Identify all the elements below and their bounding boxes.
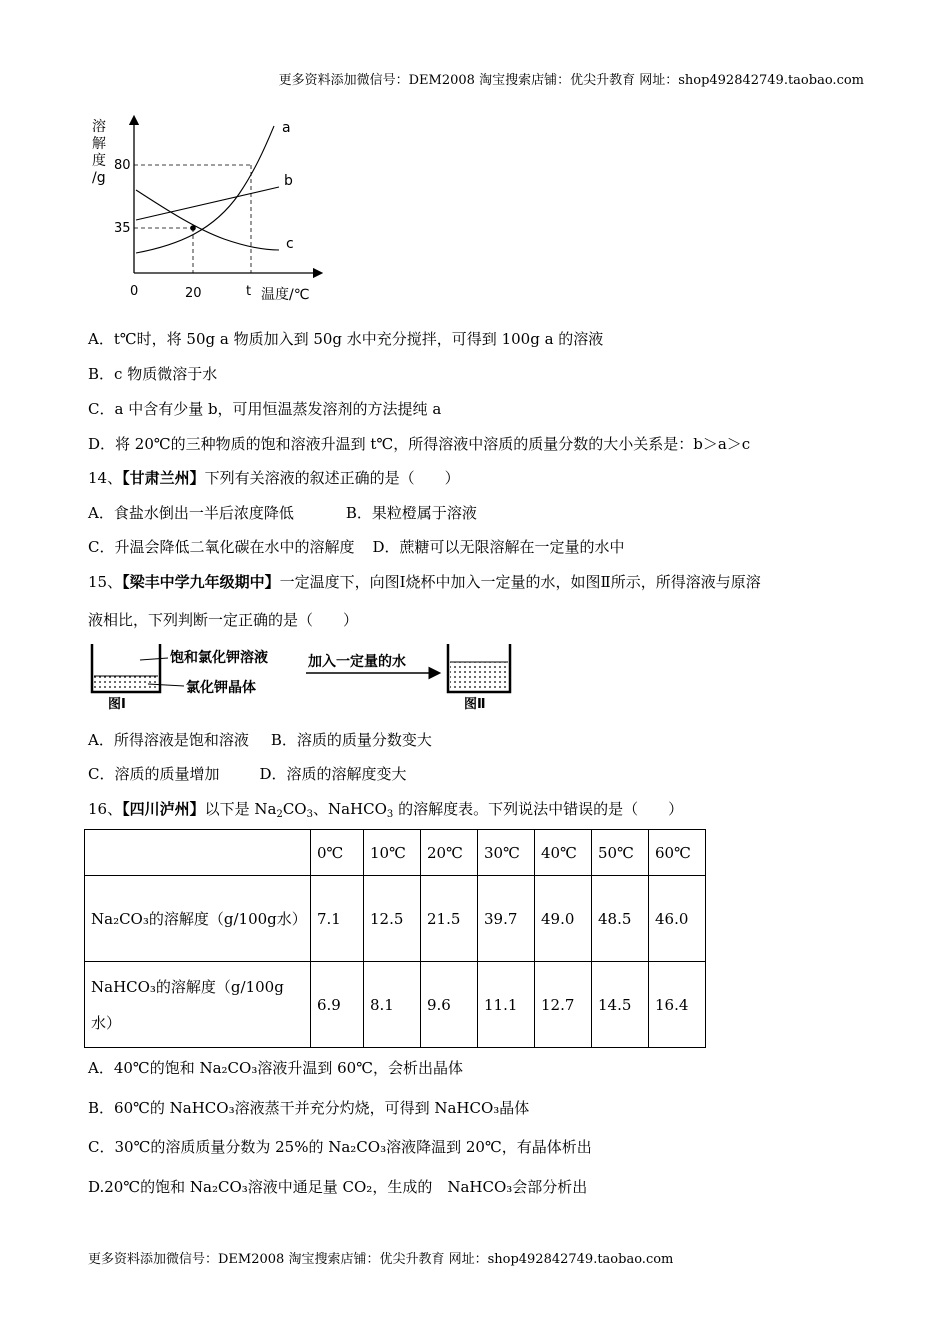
q15-option-b: B．溶质的质量分数变大 xyxy=(270,731,432,749)
table-header-cell: 20℃ xyxy=(421,830,478,876)
q16-option-c: C．30℃的溶质质量分数为 25%的 Na₂CO₃溶液降温到 20℃，有晶体析出 xyxy=(88,1138,592,1156)
q15-source: 【梁丰中学九年级期中】 xyxy=(122,573,280,591)
table-header-cell: 30℃ xyxy=(478,830,535,876)
ylabel-1: 溶 xyxy=(92,119,106,135)
table-header-cell: 0℃ xyxy=(311,830,364,876)
q15-stem-line1 xyxy=(88,571,761,592)
label-crystal: 氯化钾晶体 xyxy=(186,680,256,696)
q15-question-1: 一定温度下，向图Ⅰ烧杯中加入一定量的水，如图Ⅱ所示，所得溶液与原溶 xyxy=(279,573,761,591)
q13-option-b: B．c 物质微溶于水 xyxy=(88,365,218,383)
q14-option-b: B．果粒橙属于溶液 xyxy=(345,504,477,522)
table-cell: 39.7 xyxy=(478,876,535,962)
table-corner-cell xyxy=(85,830,311,876)
curve-a-label: a xyxy=(282,120,291,136)
q14-source: 【甘肃兰州】 xyxy=(122,469,205,487)
q13-option-d: D．将 20℃的三种物质的饱和溶液升温到 t℃，所得溶液中溶质的质量分数的大小关系是：b＞a＞c xyxy=(88,435,751,453)
solubility-chart xyxy=(84,112,334,308)
x-axis-label: 温度/℃ xyxy=(261,287,310,303)
q15-options-row1 xyxy=(88,729,432,750)
table-cell: 16.4 xyxy=(649,962,706,1048)
q14-option-d: D．蔗糖可以无限溶解在一定量的水中 xyxy=(372,538,625,556)
q14-option-c: C．升温会降低二氧化碳在水中的溶解度 xyxy=(88,538,355,556)
curve-c xyxy=(136,190,279,250)
table-cell: 6.9 xyxy=(311,962,364,1048)
table-cell: 11.1 xyxy=(478,962,535,1048)
tick-origin: 0 xyxy=(130,284,139,299)
q15-stem-line2: 液相比，下列判断一定正确的是（ ） xyxy=(88,611,359,629)
q15-option-c: C．溶质的质量增加 xyxy=(88,765,220,783)
curve-a xyxy=(136,126,274,253)
tick-35: 35 xyxy=(114,221,131,236)
q14-options-row2 xyxy=(88,536,625,557)
table-cell: 12.7 xyxy=(535,962,592,1048)
q16-option-b: B．60℃的 NaHCO₃溶液蒸干并充分灼烧，可得到 NaHCO₃晶体 xyxy=(88,1099,530,1117)
q15-option-d: D．溶质的溶解度变大 xyxy=(259,765,407,783)
table-header-cell: 60℃ xyxy=(649,830,706,876)
q16-question-post: 的溶解度表。下列说法中错误的是（ ） xyxy=(398,800,684,818)
table-cell: 48.5 xyxy=(592,876,649,962)
row-label-na2co3: Na₂CO₃的溶解度（g/100g水） xyxy=(85,876,311,962)
table-header-cell: 50℃ xyxy=(592,830,649,876)
table-header-cell: 40℃ xyxy=(535,830,592,876)
page-footer: 更多资料添加微信号：DEM2008 淘宝搜索店铺：优尖升教育 网址：shop492842749.taobao.com xyxy=(88,1252,674,1267)
q16-option-d: D.20℃的饱和 Na₂CO₃溶液中通足量 CO₂，生成的 NaHCO₃会部分析出 xyxy=(88,1178,588,1196)
q15-option-a: A．所得溶液是饱和溶液 xyxy=(88,731,249,749)
q14-number: 14、 xyxy=(88,469,123,487)
table-cell: 14.5 xyxy=(592,962,649,1048)
tick-t: t xyxy=(246,284,252,299)
q16-question-pre: 以下是 Na xyxy=(204,800,277,818)
row-label-nahco3: NaHCO₃的溶解度（g/100g水） xyxy=(85,962,311,1048)
q14-question: 下列有关溶液的叙述正确的是（ ） xyxy=(204,469,460,487)
tick-20: 20 xyxy=(185,286,202,301)
page-header: 更多资料添加微信号：DEM2008 淘宝搜索店铺：优尖升教育 网址：shop492842749.taobao.com xyxy=(278,73,864,88)
table-cell: 49.0 xyxy=(535,876,592,962)
ylabel-3: 度 xyxy=(92,153,106,169)
table-cell: 21.5 xyxy=(421,876,478,962)
q16-option-a: A．40℃的饱和 Na₂CO₃溶液升温到 60℃，会析出晶体 xyxy=(88,1059,463,1077)
table-header-cell: 10℃ xyxy=(364,830,421,876)
beaker-2-solution xyxy=(450,662,508,690)
beaker-figure xyxy=(88,640,523,710)
solubility-table xyxy=(84,829,706,1048)
table-cell: 7.1 xyxy=(311,876,364,962)
curve-c-label: c xyxy=(286,236,294,252)
table-row xyxy=(85,876,706,962)
figure-1-label: 图Ⅰ xyxy=(108,697,126,710)
figure-2-label: 图Ⅱ xyxy=(464,697,486,710)
q16-source: 【四川泸州】 xyxy=(122,800,205,818)
table-cell: 46.0 xyxy=(649,876,706,962)
q15-number: 15、 xyxy=(88,573,123,591)
q16-question-mid: 、NaHCO xyxy=(312,800,387,818)
tick-80: 80 xyxy=(114,158,131,173)
table-row xyxy=(85,962,706,1048)
intersection-point xyxy=(190,225,196,231)
q13-option-c: C．a 中含有少量 b，可用恒温蒸发溶剂的方法提纯 a xyxy=(88,400,442,418)
curve-b-label: b xyxy=(284,173,293,189)
label-add-water: 加入一定量的水 xyxy=(308,654,406,670)
table-header-row xyxy=(85,830,706,876)
table-cell: 9.6 xyxy=(421,962,478,1048)
beaker-1-crystal xyxy=(94,676,158,690)
q16-number: 16、 xyxy=(88,800,123,818)
q15-options-row2 xyxy=(88,763,407,784)
q13-option-a: A．t℃时，将 50g a 物质加入到 50g 水中充分搅拌，可得到 100g a 的溶液 xyxy=(88,330,604,348)
q14-stem xyxy=(88,467,460,488)
ylabel-4: /g xyxy=(92,170,106,186)
q14-option-a: A．食盐水倒出一半后浓度降低 xyxy=(88,504,294,522)
table-cell: 12.5 xyxy=(364,876,421,962)
label-saturated-solution: 饱和氯化钾溶液 xyxy=(170,650,268,666)
ylabel-2: 解 xyxy=(92,136,106,152)
q16-stem: 16、【四川泸州】以下是 $Na_2CO_3$、NaHCO$_3$ 的溶解度表。下列说法中错误的是（ ） xyxy=(88,800,684,820)
table-cell: 8.1 xyxy=(364,962,421,1048)
q14-options-row1 xyxy=(88,502,477,523)
